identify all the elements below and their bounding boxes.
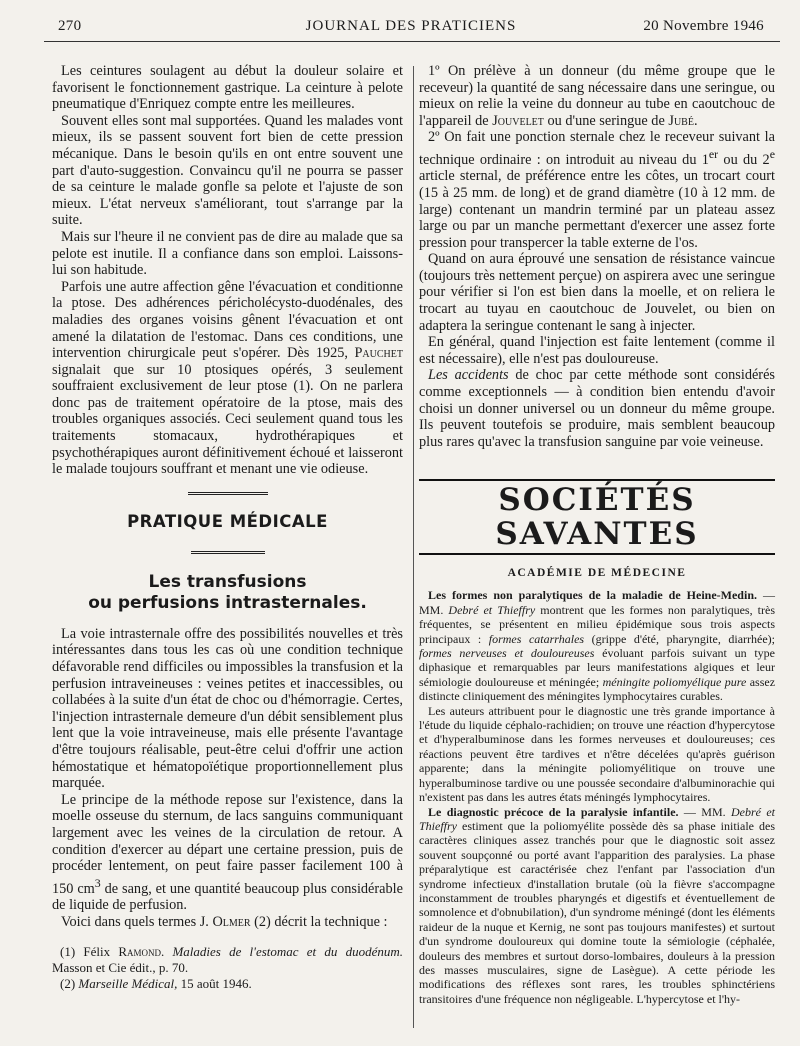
paragraph: En général, quand l'injection est faite lentement (comme il est nécessaire), elle n'est pas douloureuse. xyxy=(419,334,775,367)
column-divider xyxy=(413,66,414,1028)
report-paragraph: Le diagnostic précoce de la paralysie infantile. — MM. Debré et Thieffry estiment que la poliomyélite possède dès sa phase initiale des caractères cliniques assez tranchés pour que le diagnostic soit assez souvent soupçonné ou porté avant l'apparition des paralysies. La phase préparalytique est caractérisée chez l'enfant par l'association d'un syndrome infectieux d'installation brutale (où la fièvre s'accompagne inconstamment de troubles pharyngés et digestifs et éventuellement de somnolence et d'obnubilation), d'un syndrome méningé (dont les éléments raideur de la nuque et Kernig, ne sont pas toujours manifestes) et surtout d'un syndrome douloureux qui domine toute la sémiologie (céphalée, douleurs des membres et surtout dorso-lombaires, douleurs à la pression des masses musculaires, signe de Lasègue). A cette période les modifications des réflexes sont rares, les troubles sphinctériens transitoires d'une fréquence non négligeable. L'hypercytose et l'hy- xyxy=(419,804,776,1006)
paragraph: La voie intrasternale offre des possibilités nouvelles et très intéressantes dans tous les cas où une condition technique défavorable rend difficiles ou impossibles la transfusion et la perfusion intraveineuses : veines petites et inaccessibles, ou collabées à la suite d'un état de choc ou d'hémorragie. Certes, l'injection intrasternale demeure d'un débit sensiblement plus lent que la voie intraveineuse, mais elle présente l'avantage d'être toujours réalisable, peut-être celui d'offrir une action hémostatique et hématopoïétique proportionnellement plus marquée. xyxy=(52,625,403,792)
paragraph: Quand on aura éprouvé une sensation de résistance vaincue (toujours très nettement perçue) on aspirera avec une seringue pour vérifier si l'on est bien dans la moelle, et on reliera le trocart au tuyau en caoutchouc de Jouvelet, ou bien on adaptera la seringue contenant le sang à injecter. xyxy=(419,251,775,334)
page-number: 270 xyxy=(58,18,82,34)
author-name: Olmer xyxy=(212,913,251,930)
paragraph: Souvent elles sont mal supportées. Quand les malades vont mieux, ils se passent souvent fort bien de cette pression mécanique. Dans le besoin qu'ils en ont entre souvent une part d'auto-suggestion. Convaincu qu'il ne pourra se passer de sa ceinture le malade gonfle sa pelote et l'ajuste de son mieux. L'état nerveux s'améliorant, tout s'arrange par la suite. xyxy=(52,112,403,229)
paragraph: 2º On fait une ponction sternale chez le receveur suivant la technique ordinaire : on introduit au niveau du 1er ou du 2e article sternal, de préférence entre les côtes, un trocart court (15 à 25 mm. de long) et de grand diamètre (10 à 12 mm. de large) contenant un mandrin terminé par un plateau assez large ou par un manche permettant d'exercer une assez forte pression pour transpercer la table externe de l'os. xyxy=(419,129,775,251)
report-title: Les formes non paralytiques de la maladie de Heine-Medin. xyxy=(428,588,757,603)
academie-heading: ACADÉMIE DE MÉDECINE xyxy=(507,567,687,580)
societes-savantes-banner: SOCIÉTÉS SAVANTES xyxy=(419,479,775,555)
paragraph: Les ceintures soulagent au début la douleur solaire et favorisent le fonctionnement gastrique. La ceinture à pelote pneumatique d'Enriquez compte entre les meilleures. xyxy=(52,63,403,113)
section-separator xyxy=(188,492,268,495)
running-header xyxy=(58,16,764,42)
report-paragraph: Les auteurs attribuent pour le diagnostic une très grande importance à l'étude du liquide céphalo-rachidien; on trouve une réaction d'hypercytose et d'hyperalbuminose dans les formes nerveuses et douloureuses; ces réactions peuvent être tardives et n'être décelées qu'après guérison apparente; dans la méningite poliomyélitique on trouve une hyperalbuminose tardive ou une poussée secondaire d'albuminorachie qui n'existent pas dans les autres états méningés lymphocytaires. xyxy=(419,703,775,805)
paragraph: Voici dans quels termes J. Olmer (2) décrit la technique : xyxy=(61,913,388,930)
author-name: Pauchet xyxy=(354,345,403,362)
report-paragraph: Les formes non paralytiques de la maladie de Heine-Medin. — MM. Debré et Thieffry montrent que les formes non paralytiques, très fréquentes, se présentent en milieu épidémique sous trois aspects principaux : formes catarrhales (grippe d'été, pharyngite, diarrhée); formes nerveuses et douloureuses évoluant parfois suivant un type diphasique et remarquables par leurs manifestations algiques et leur sémiologie douloureuse et méningée; méningite poliomyélique pure assez distincte cliniquement des méningites lymphocytaires curables. xyxy=(419,588,776,704)
right-column xyxy=(419,63,775,1006)
footnote: (2) Marseille Médical, 15 août 1946. xyxy=(60,976,252,992)
left-column xyxy=(52,63,403,992)
header-rule xyxy=(44,41,780,42)
paragraph: Le principe de la méthode repose sur l'existence, dans la moelle osseuse du sternum, de lacs sanguins communiquant largement avec les veines de la circulation de retour. A condition d'exercer au départ une certaine pression, puis de procéder lentement, on peut faire passer facilement 100 à 150 $cm^3$ de sang, et une quantité beaucoup plus considérable de liquide de perfusion. xyxy=(52,791,403,914)
paragraph: Parfois une autre affection gêne l'évacuation et conditionne la ptose. Des adhérences péricholécysto-duodénales, des maladies des organes voisins gênent l'évacuation et ont amené la dilatation de l'estomac. Dans ces conditions, une intervention chirurgicale peut s'opérer. Dès 1925, Pauchet signalait que sur 10 ptosiques opérés, 3 seulement souffraient exclusivement de leur ptose (1). On ne parlera donc pas de traitement opératoire de la ptose, mais des troubles organiques associés. Ceci seulement quand tous les traitements stomacaux, hydrothérapiques et psychothérapiques auront définitivement échoué et laisseront le malade toujours souffrant et menant une vie odieuse. xyxy=(52,278,403,478)
footnote: (1) Félix Ramond. Maladies de l'estomac et du duodénum. Masson et Cie édit., p. 70. xyxy=(52,944,403,976)
journal-title: JOURNAL DES PRATICIENS xyxy=(305,18,517,34)
paragraph: 1º On prélève à un donneur (du même groupe que le receveur) la quantité de sang nécessaire dans une seringue, ou mieux on relie la veine du donneur au tube en caoutchouc de l'appareil de Jouvelet ou d'une seringue de Jubé. xyxy=(419,63,775,129)
issue-date: 20 Novembre 1946 xyxy=(643,18,764,34)
section-separator xyxy=(191,551,265,554)
paragraph: Mais sur l'heure il ne convient pas de dire au malade que sa pelote est inutile. Il a confiance dans son emploi. Laissons-lui son habitude. xyxy=(52,228,403,279)
report-title: Le diagnostic précoce de la paralysie infantile. xyxy=(428,804,679,819)
paragraph: Les accidents de choc par cette méthode sont considérés comme exceptionnels — à condition bien entendu d'avoir choisi un donner universel ou un donneur du même groupe. Ils peuvent toutefois se produire, mais semblent beaucoup plus rares qu'avec la transfusion sanguine par voie veineuse. xyxy=(419,367,775,450)
section-rubric: PRATIQUE MÉDICALE xyxy=(127,511,328,531)
article-title: Les transfusions ou perfusions intrasternales. xyxy=(88,571,367,613)
